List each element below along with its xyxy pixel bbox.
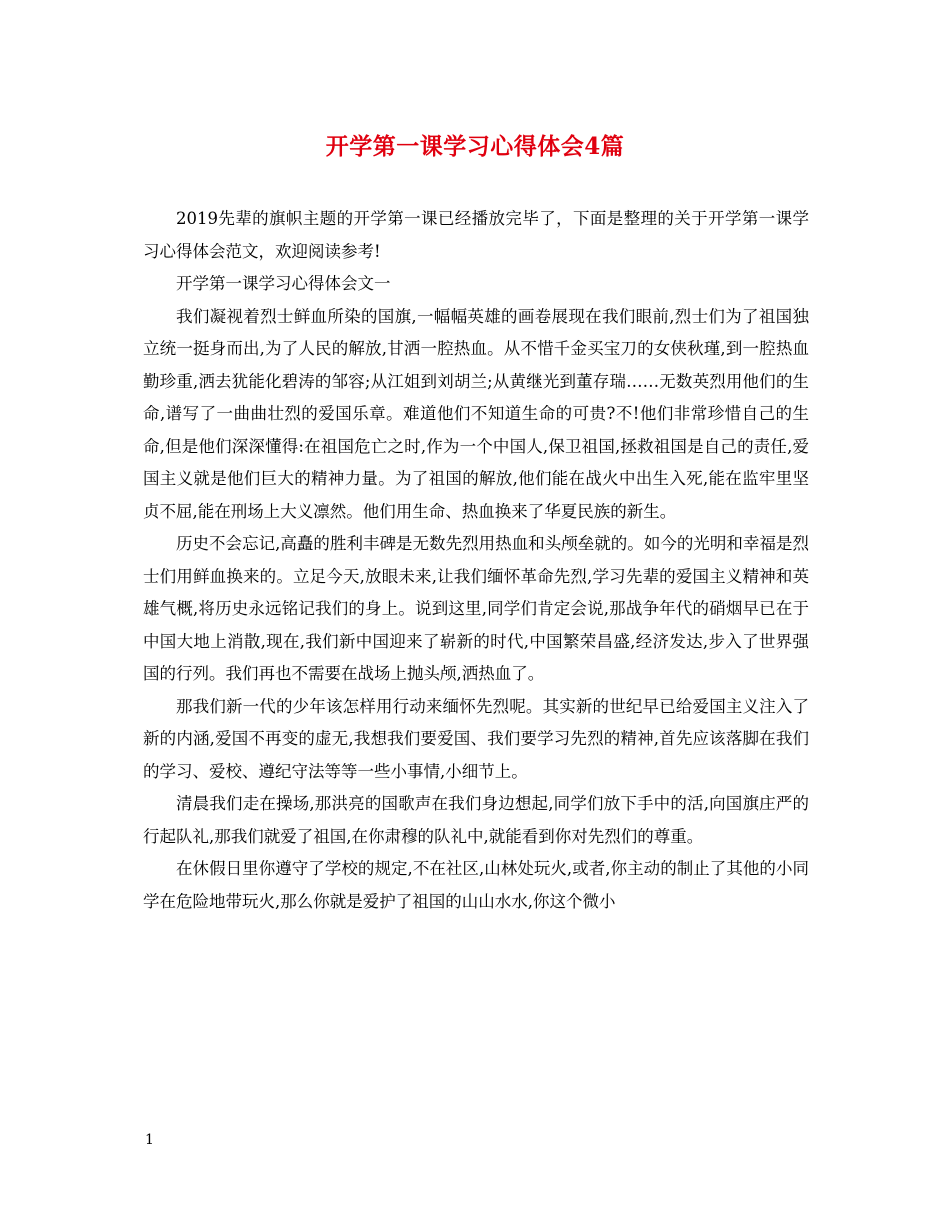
body-paragraph: 清晨我们走在操场,那洪亮的国歌声在我们身边想起,同学们放下手中的活,向国旗庄严的行起队礼,那我们就爱了祖国,在你肃穆的队礼中,就能看到你对先烈们的尊重。 [143, 794, 809, 846]
body-paragraph: 那我们新一代的少年该怎样用行动来缅怀先烈呢。其实新的世纪早已给爱国主义注入了新的内涵,爱国不再变的虚无,我想我们要爱国、我们要学习先烈的精神,首先应该落脚在我们的学习、爱校、遵纪守法等等一些小事情,小细节上。 [143, 696, 809, 781]
document-title: 开学第一课学习心得体会4篇 [325, 133, 625, 160]
document-body [143, 203, 809, 918]
body-paragraph: 在休假日里你遵守了学校的规定,不在社区,山林处玩火,或者,你主动的制止了其他的小同学在危险地带玩火,那么你就是爱护了祖国的山山水水,你这个微小 [143, 859, 809, 911]
body-paragraph: 我们凝视着烈士鲜血所染的国旗,一幅幅英雄的画卷展现在我们眼前,烈士们为了祖国独立统一挺身而出,为了人民的解放,甘洒一腔热血。从不惜千金买宝刀的女侠秋瑾,到一腔热血勤珍重,洒去犹能化碧涛的邹容;从江姐到刘胡兰;从黄继光到董存瑞……无数英烈用他们的生命,谱写了一曲曲壮烈的爱国乐章。难道他们不知道生命的可贵?不!他们非常珍惜自己的生命,但是他们深深懂得:在祖国危亡之时,作为一个中国人,保卫祖国,拯救祖国是自己的责任,爱国主义就是他们巨大的精神力量。为了祖国的解放,他们能在战火中出生入死,能在监牢里坚贞不屈,能在刑场上大义凛然。他们用生命、热血换来了华夏民族的新生。 [143, 306, 809, 521]
section-heading: 开学第一课学习心得体会文一 [176, 274, 391, 293]
intro-paragraph: 2019先辈的旗帜主题的开学第一课已经播放完毕了，下面是整理的关于开学第一课学习心得体会范文，欢迎阅读参考! [143, 209, 809, 261]
page-number: 1 [145, 1132, 154, 1148]
body-paragraph: 历史不会忘记,高矗的胜利丰碑是无数先烈用热血和头颅垒就的。如今的光明和幸福是烈士们用鲜血换来的。立足今天,放眼未来,让我们缅怀革命先烈,学习先辈的爱国主义精神和英雄气概,将历史永远铭记我们的身上。说到这里,同学们肯定会说,那战争年代的硝烟早已在于中国大地上消散,现在,我们新中国迎来了崭新的时代,中国繁荣昌盛,经济发达,步入了世界强国的行列。我们再也不需要在战场上抛头颅,洒热血了。 [143, 534, 809, 683]
